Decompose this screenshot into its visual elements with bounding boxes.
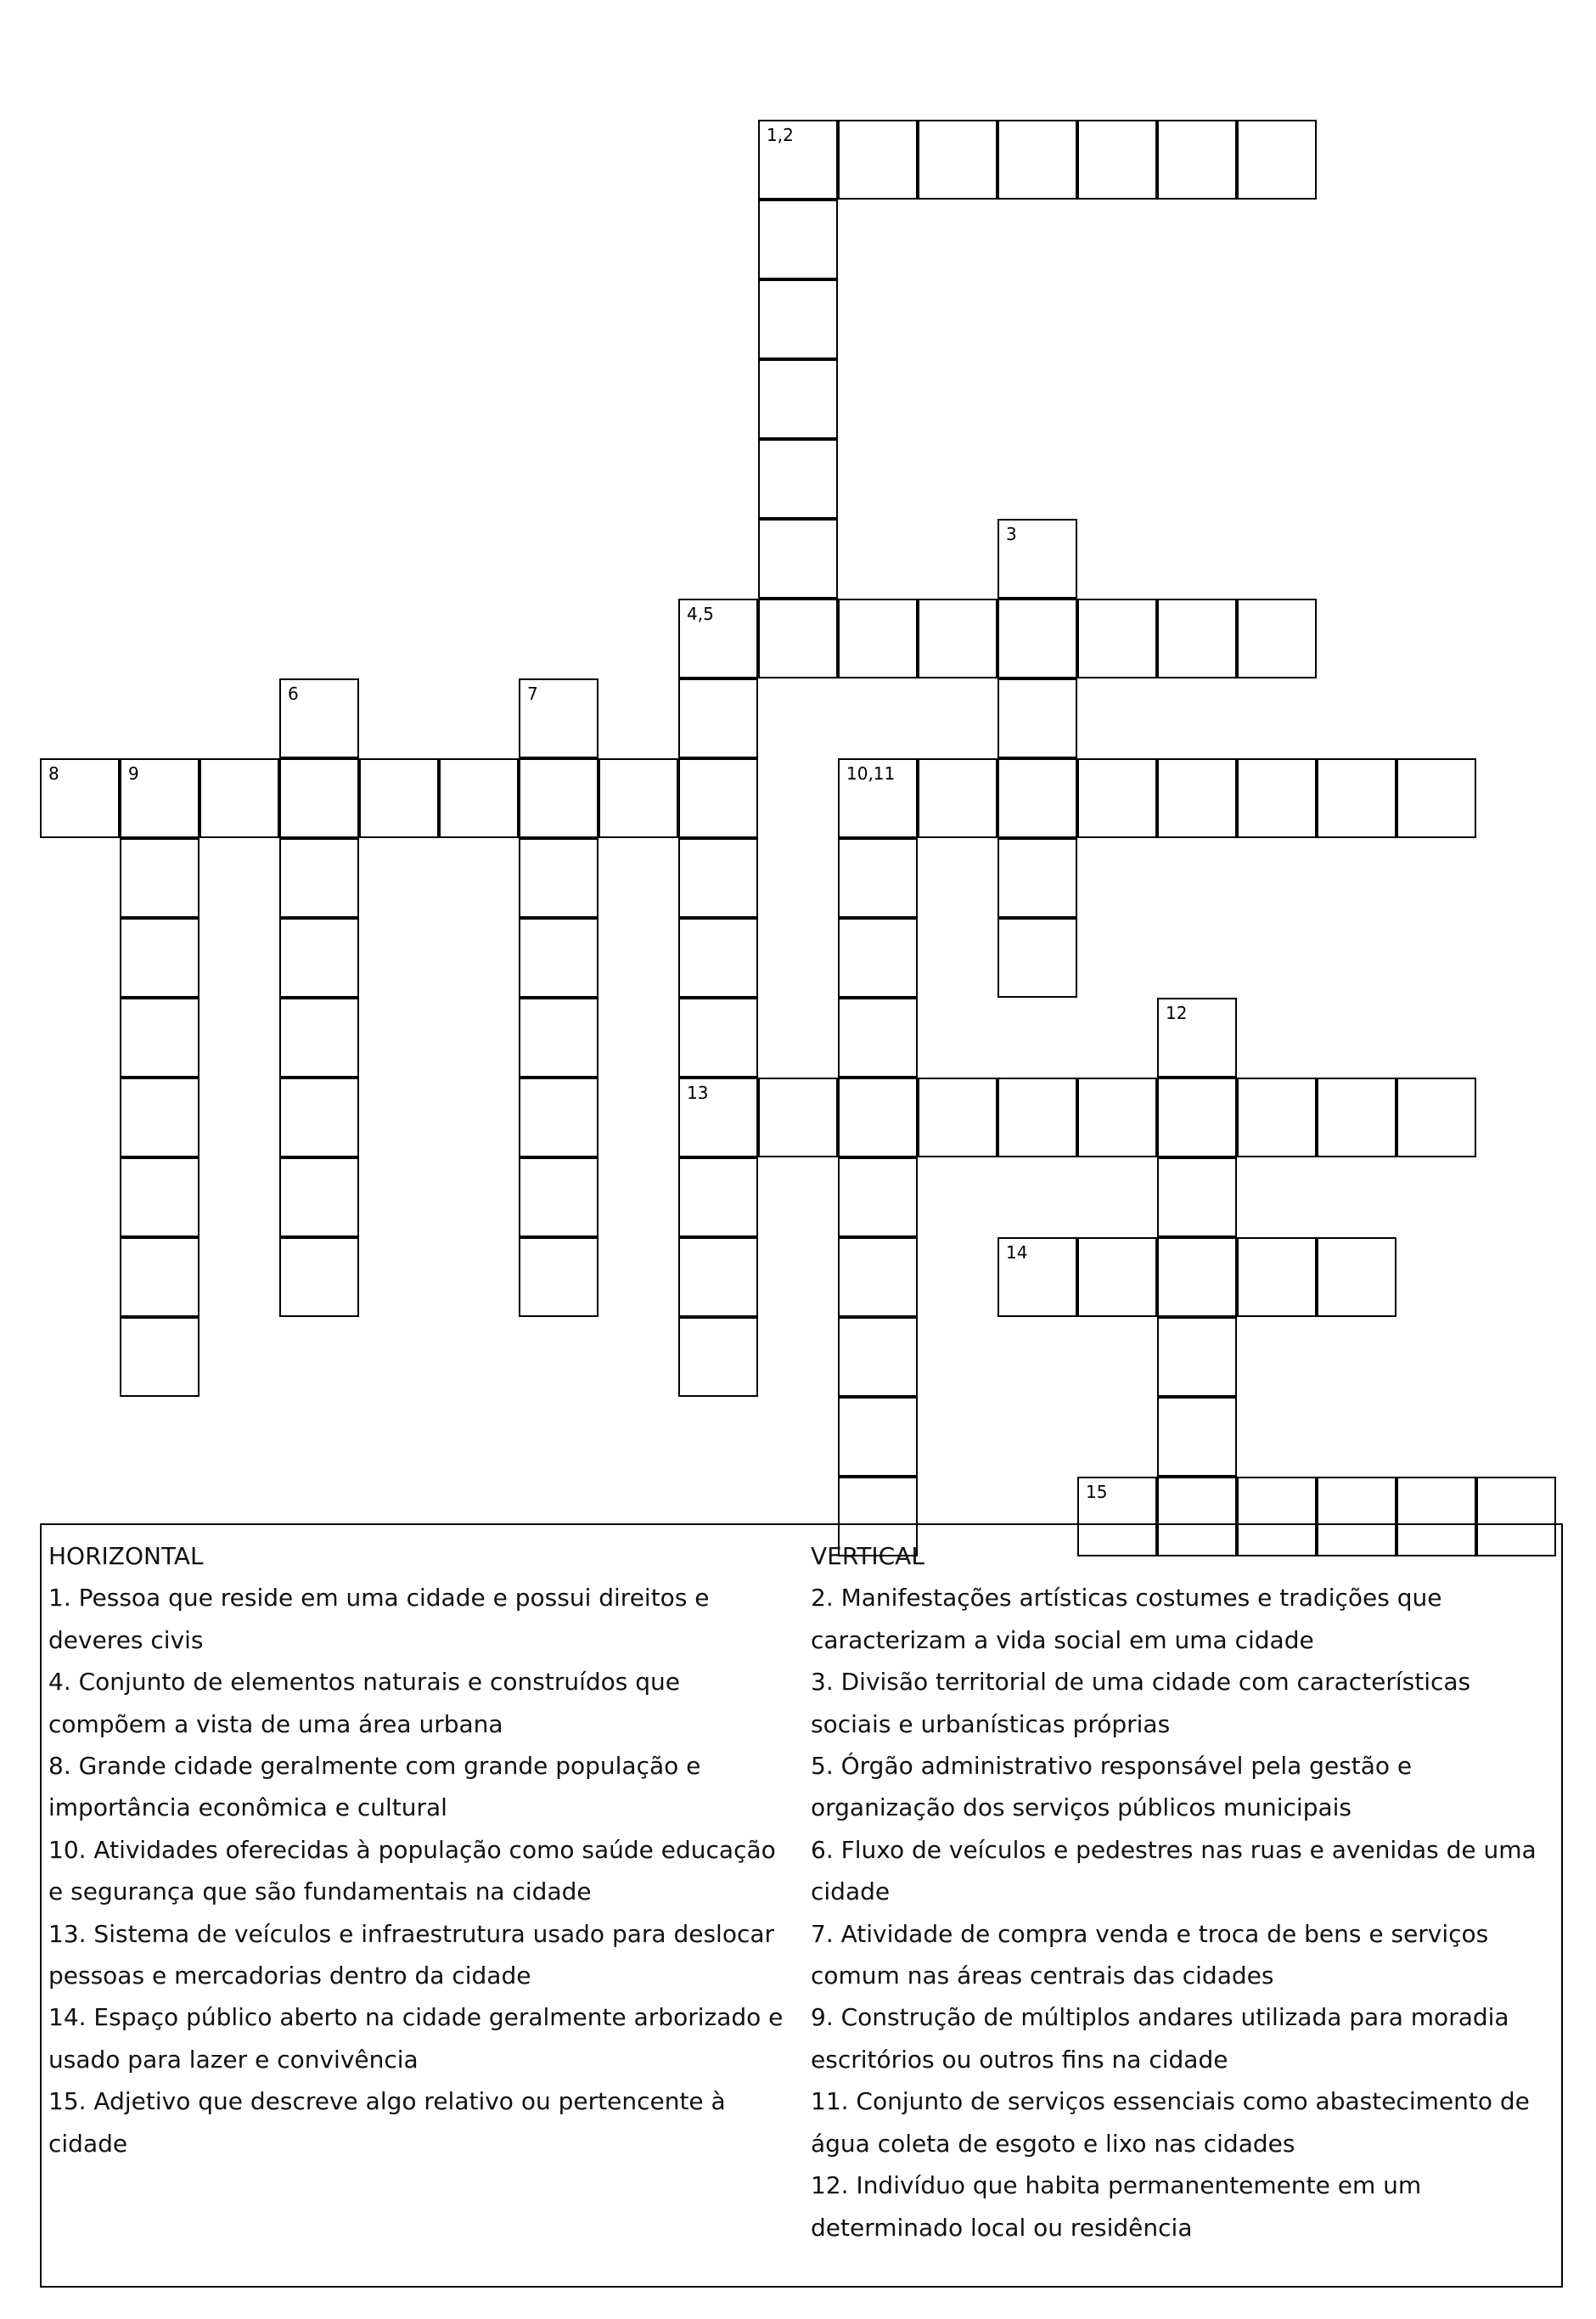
clue-vertical-6: 6. Fluxo de veículos e pedestres nas ruas e avenidas de uma cidade xyxy=(811,1835,1537,1906)
clue-horizontal-14: 14. Espaço público aberto na cidade geralmente arborizado e usado para lazer e convivência xyxy=(48,2003,784,2074)
clue-horizontal-13: 13. Sistema de veículos e infraestrutura usado para deslocar pessoas e mercadorias dentro da cidade xyxy=(48,1919,775,1990)
grid-cell[interactable] xyxy=(359,758,439,838)
grid-cell[interactable] xyxy=(1157,1317,1237,1397)
grid-cell[interactable] xyxy=(1157,1237,1237,1317)
grid-cell[interactable] xyxy=(1077,758,1157,838)
grid-cell[interactable] xyxy=(1157,1397,1237,1477)
grid-cell[interactable] xyxy=(279,1237,359,1317)
grid-cell[interactable] xyxy=(519,918,598,998)
grid-cell[interactable] xyxy=(997,599,1077,678)
grid-cell[interactable] xyxy=(279,758,359,838)
grid-cell[interactable] xyxy=(1077,1237,1157,1317)
vertical-clues xyxy=(811,1535,1558,2249)
clue-number: 1,2 xyxy=(767,125,794,145)
clue-number: 7 xyxy=(527,684,538,704)
grid-cell[interactable] xyxy=(519,1157,598,1237)
grid-cell[interactable] xyxy=(758,120,838,200)
grid-cell[interactable] xyxy=(997,1237,1077,1317)
grid-cell[interactable] xyxy=(279,918,359,998)
clue-horizontal-15: 15. Adjetivo que descreve algo relativo ou pertencente à cidade xyxy=(48,2087,726,2158)
grid-cell[interactable] xyxy=(120,838,200,918)
grid-cell[interactable] xyxy=(439,758,519,838)
grid-cell[interactable] xyxy=(1396,758,1476,838)
grid-cell[interactable] xyxy=(1237,120,1317,200)
grid-cell[interactable] xyxy=(758,279,838,359)
clue-vertical-2: 2. Manifestações artísticas costumes e tradições que caracterizam a vida social em uma cidade xyxy=(811,1584,1442,1654)
grid-cell[interactable] xyxy=(1237,758,1317,838)
grid-cell[interactable] xyxy=(997,519,1077,599)
grid-cell[interactable] xyxy=(279,998,359,1078)
grid-cell[interactable] xyxy=(1396,1078,1476,1157)
grid-cell[interactable] xyxy=(519,998,598,1078)
clue-number: 8 xyxy=(48,763,59,784)
grid-cell[interactable] xyxy=(758,1078,838,1157)
clue-vertical-5: 5. Órgão administrativo responsável pela gestão e organização dos serviços públicos municipais xyxy=(811,1752,1413,1822)
clue-horizontal-8: 8. Grande cidade geralmente com grande população e importância econômica e cultural xyxy=(48,1752,701,1822)
grid-cell[interactable] xyxy=(838,1237,918,1317)
grid-cell[interactable] xyxy=(997,1078,1077,1157)
grid-cell[interactable] xyxy=(678,758,758,838)
grid-cell[interactable] xyxy=(758,519,838,599)
grid-cell[interactable] xyxy=(1237,1078,1317,1157)
grid-cell[interactable] xyxy=(1317,758,1396,838)
grid-cell[interactable] xyxy=(519,678,598,758)
grid-cell[interactable] xyxy=(519,1078,598,1157)
clue-number: 6 xyxy=(288,684,299,704)
grid-cell[interactable] xyxy=(1077,599,1157,678)
grid-cell[interactable] xyxy=(1157,1078,1237,1157)
grid-cell[interactable] xyxy=(279,678,359,758)
grid-cell[interactable] xyxy=(279,838,359,918)
grid-cell[interactable] xyxy=(758,439,838,519)
grid-cell[interactable] xyxy=(279,1078,359,1157)
grid-cell[interactable] xyxy=(120,998,200,1078)
clue-number: 15 xyxy=(1086,1482,1108,1502)
grid-cell[interactable] xyxy=(678,998,758,1078)
grid-cell[interactable] xyxy=(758,359,838,439)
grid-cell[interactable] xyxy=(1317,1078,1396,1157)
grid-cell[interactable] xyxy=(120,758,200,838)
clue-number: 3 xyxy=(1006,524,1017,544)
grid-cell[interactable] xyxy=(1317,1237,1396,1317)
clue-vertical-3: 3. Divisão territorial de uma cidade com características sociais e urbanísticas próprias xyxy=(811,1668,1471,1738)
grid-cell[interactable] xyxy=(997,838,1077,918)
clue-vertical-9: 9. Construção de múltiplos andares utilizada para moradia escritórios ou outros fins na cidade xyxy=(811,2003,1509,2074)
grid-cell[interactable] xyxy=(678,1317,758,1397)
horizontal-heading: HORIZONTAL xyxy=(48,1542,204,1570)
clue-horizontal-4: 4. Conjunto de elementos naturais e construídos que compõem a vista de uma área urbana xyxy=(48,1668,681,1738)
grid-cell[interactable] xyxy=(838,1317,918,1397)
grid-cell[interactable] xyxy=(678,838,758,918)
grid-cell[interactable] xyxy=(838,599,918,678)
grid-cell[interactable] xyxy=(838,838,918,918)
grid-cell[interactable] xyxy=(918,1078,997,1157)
clue-horizontal-10: 10. Atividades oferecidas à população como saúde educação e segurança que são fundamentais na cidade xyxy=(48,1835,776,1906)
clue-vertical-11: 11. Conjunto de serviços essenciais como abastecimento de água coleta de esgoto e lixo nas cidades xyxy=(811,2087,1530,2158)
grid-cell[interactable] xyxy=(678,599,758,678)
clue-number: 13 xyxy=(687,1083,709,1103)
clue-number: 14 xyxy=(1006,1242,1028,1263)
clue-number: 4,5 xyxy=(687,604,714,624)
grid-cell[interactable] xyxy=(1237,1237,1317,1317)
grid-cell[interactable] xyxy=(1157,758,1237,838)
clue-vertical-7: 7. Atividade de compra venda e troca de bens e serviços comum nas áreas centrais das cidades xyxy=(811,1919,1489,1990)
grid-cell[interactable] xyxy=(120,1237,200,1317)
grid-cell[interactable] xyxy=(120,1157,200,1237)
grid-cell[interactable] xyxy=(997,758,1077,838)
grid-cell[interactable] xyxy=(678,1078,758,1157)
grid-cell[interactable] xyxy=(678,918,758,998)
clue-number: 12 xyxy=(1166,1003,1188,1023)
grid-cell[interactable] xyxy=(838,918,918,998)
grid-cell[interactable] xyxy=(120,1078,200,1157)
grid-cell[interactable] xyxy=(918,120,997,200)
grid-cell[interactable] xyxy=(519,838,598,918)
grid-cell[interactable] xyxy=(997,678,1077,758)
horizontal-clues xyxy=(48,1535,795,2164)
grid-cell[interactable] xyxy=(918,599,997,678)
grid-cell[interactable] xyxy=(1157,998,1237,1078)
grid-cell[interactable] xyxy=(1157,599,1237,678)
clue-number: 9 xyxy=(128,763,139,784)
grid-cell[interactable] xyxy=(838,1397,918,1477)
grid-cell[interactable] xyxy=(519,1237,598,1317)
grid-cell[interactable] xyxy=(838,120,918,200)
grid-cell[interactable] xyxy=(279,1157,359,1237)
grid-cell[interactable] xyxy=(1077,1078,1157,1157)
grid-cell[interactable] xyxy=(678,1157,758,1237)
grid-cell[interactable] xyxy=(678,1237,758,1317)
grid-cell[interactable] xyxy=(1157,1157,1237,1237)
clue-number: 10,11 xyxy=(846,763,896,784)
grid-cell[interactable] xyxy=(758,599,838,678)
grid-cell[interactable] xyxy=(200,758,279,838)
grid-cell[interactable] xyxy=(997,918,1077,998)
grid-cell[interactable] xyxy=(519,758,598,838)
grid-cell[interactable] xyxy=(997,120,1077,200)
grid-cell[interactable] xyxy=(838,998,918,1078)
grid-cell[interactable] xyxy=(838,1078,918,1157)
clue-vertical-12: 12. Indivíduo que habita permanentemente em um determinado local ou residência xyxy=(811,2171,1422,2242)
grid-cell[interactable] xyxy=(678,678,758,758)
grid-cell[interactable] xyxy=(918,758,997,838)
grid-cell[interactable] xyxy=(1077,120,1157,200)
vertical-heading: VERTICAL xyxy=(811,1542,924,1570)
clues-box xyxy=(40,1523,1563,2288)
grid-cell[interactable] xyxy=(838,758,918,838)
grid-cell[interactable] xyxy=(1237,599,1317,678)
grid-cell[interactable] xyxy=(598,758,678,838)
clue-horizontal-1: 1. Pessoa que reside em uma cidade e possui direitos e deveres civis xyxy=(48,1584,710,1654)
grid-cell[interactable] xyxy=(1157,120,1237,200)
grid-cell[interactable] xyxy=(838,1157,918,1237)
grid-cell[interactable] xyxy=(120,1317,200,1397)
grid-cell[interactable] xyxy=(758,200,838,279)
grid-cell[interactable] xyxy=(40,758,120,838)
grid-cell[interactable] xyxy=(120,918,200,998)
